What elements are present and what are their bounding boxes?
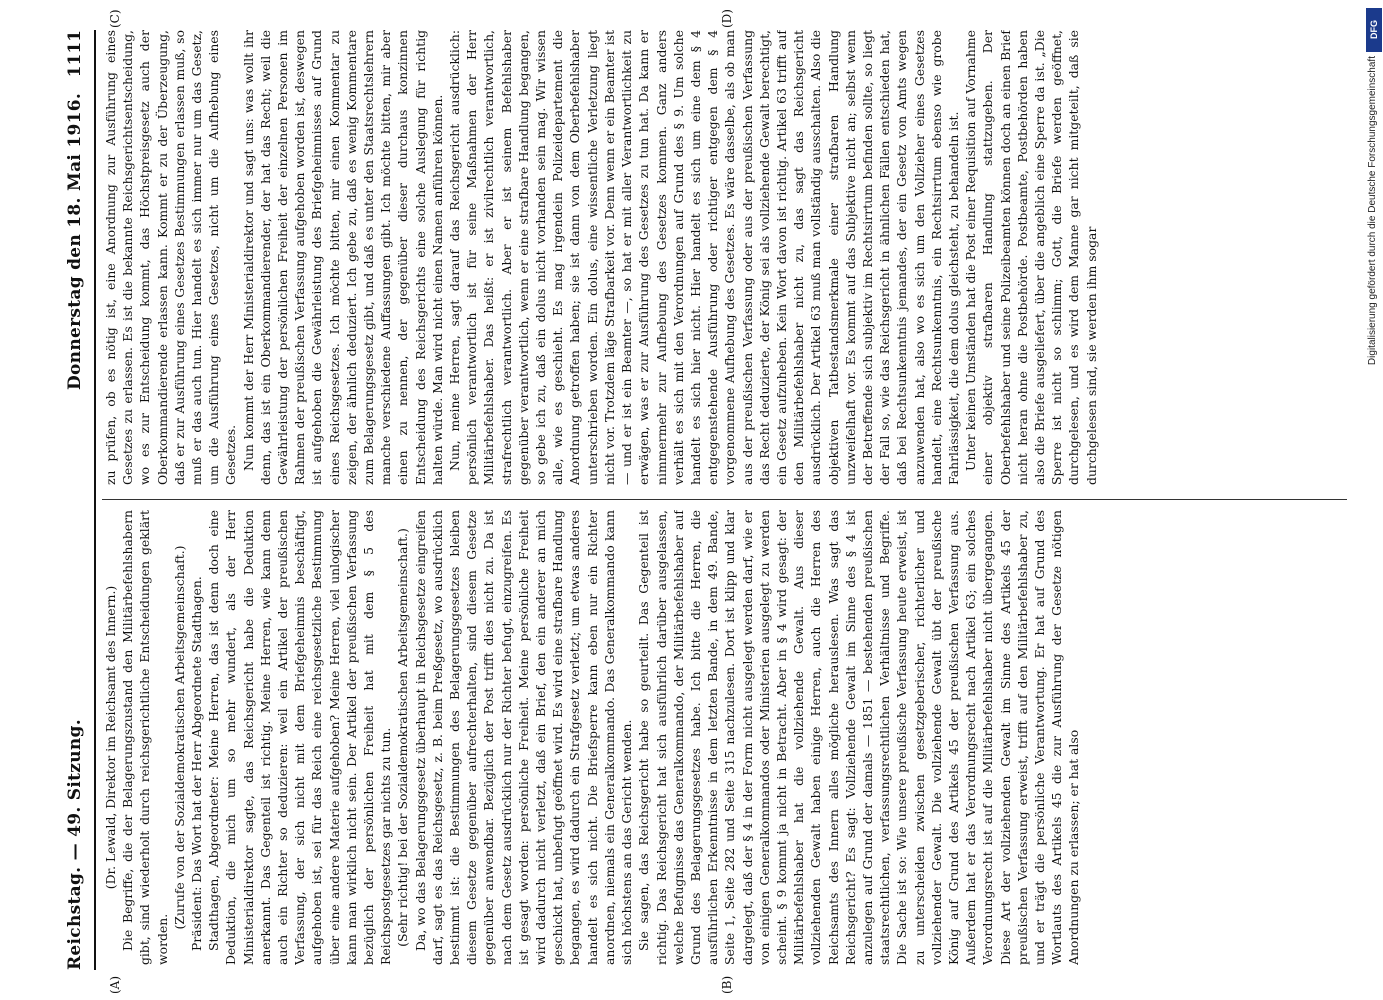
paragraph-stadthagen: Stadthagen, Abgeordneter: Meine Herren, das ist denn doch eine Deduktion, die mich um so mehr wundert, als der Herr Ministerialdirektor sagte, das Reichsgericht habe die Deduktion anerkannt. Das Gegenteil ist richtig. Meine Herren, wie kann denn auch ein Richter so deduzieren: weil ein Artikel der preußischen Verfassung, der sich nicht mit dem Briefgeheimnis beschäftigt, aufgehoben ist, sei für das Reich eine reichsgesetzliche Bestimmung über eine andere Materie aufgehoben? Meine Herren, viel unlogischer kann man wirklich nicht sein. Der Artikel der preußischen Verfassung bezüglich der persönlichen Freiheit hat mit dem § 5 des Reichspostgesetzes gar nichts zu tun.	[206, 510, 394, 965]
page-header-left	[58, 370, 92, 970]
paragraph: Nun, meine Herren, sagt darauf das Reichsgericht ausdrücklich: persönlich verantwortlich ist für seine Maßnahmen der Herr Militärbefehlshaber. Das heißt: er ist zivilrechtlich verantwortlich, strafrechtlich verantwortlich. Aber er ist seinem Befehlshaber gegenüber verantwortlich, wenn er eine strafbare Handlung begangen, so gebe ich zu, daß ein dolus nicht vorhanden sein mag. Wir wissen alle, wie es geschieht. Es mag irgendein Polizeidepartement die Anordnung getroffen haben; sie ist dann von dem Oberbefehlshaber unterschrieben worden. Ein dolus, eine wissentliche Verletzung liegt nicht vor. Trotzdem läge Strafbarkeit vor. Denn wenn er ein Beamter ist — und er ist ein Beamter —, so hat er mit aller Verantwortlichkeit zu erwägen, was er zur Ausführung des Gesetzes zu tun hat. Da kann er nimmermehr zur Aufhebung des Gesetzes kommen. Ganz anders verhält es sich mit den Verordnungen auf Grund des § 9. Um solche handelt es sich hier nicht. Hier handelt es sich um eine dem § 4 entgegenstehende Ausführung oder richtiger entgegen dem § 4 vorgenommene Aufhebung des Gesetzes. Es wäre dasselbe, als ob man aus der preußischen Verfassung oder aus der preußischen Verfassung das Recht deduzierte, der König sei als vollziehende Gewalt berechtigt, ein Gesetz aufzuheben. Kein Wort davon ist richtig. Artikel 63 trifft auf den Militärbefehlshaber nicht zu, das sagt das Reichsgericht ausdrücklich. Der Artikel 63 muß man vollständig ausschalten. Also die objektiven Tatbestandsmerkmale einer strafbaren Handlung unzweifelhaft vor. Es kommt auf das Subjektive nicht an; selbst wenn der Betreffende sich subjektiv im Rechtsirrtum befinden sollte, so liegt der Fall so, wie das Reichsgericht in ähnlichen Fällen entschieden hat, daß bei Rechtsunkenntnis jemandes, der ein Gesetz von Amts wegen anzuwenden hat, also wo es sich um den Vollzieher eines Gesetzes handelt, eine Rechtsunkenntnis, ein Rechtsirrtum ebenso wie grobe Fahrlässigkeit, die dem dolus gleichsteht, zu behandeln ist.	[447, 30, 961, 485]
credit-text: Digitalisierung gefördert durch die Deutsche Forschungsgemeinschaft	[1367, 56, 1378, 366]
margin-marker-c: (C)	[108, 9, 122, 28]
paragraph-president: Präsident: Das Wort hat der Herr Abgeordnete Stadthagen.	[189, 576, 205, 951]
margin-marker-d: (D)	[720, 9, 734, 28]
session-title: Reichstag. — 49. Sitzung.	[65, 719, 85, 970]
right-text-column	[102, 30, 1347, 485]
left-text-column	[102, 510, 1347, 965]
session-date: Donnerstag den 18. Mai 1916.	[65, 92, 85, 390]
interjection: (Zurufe von der Sozialdemokratischen Arbeitsgemeinschaft.)	[171, 545, 187, 930]
digitization-credit	[1365, 8, 1383, 998]
interjection: (Sehr richtig! bei der Sozialdemokratischen Arbeitsgemeinschaft.)	[395, 528, 411, 947]
paragraph: Die Begriffe, die der Belagerungszustand den Militärbefehlshabern gibt, sind wiederholt durch reichsgerichtliche Entscheidungen geklärt worden.	[120, 510, 170, 965]
paragraph: Sie sagen, das Reichsgericht habe so geurteilt. Das Gegenteil ist richtig. Das Reichsgericht hat sich ausführlich darüber ausgelassen, welche Befugnisse das Generalkommando, der Militärbefehlshaber auf Grund des Belagerungsgesetzes habe. Ich bitte die Herren, die ausführlichen Erkenntnisse in dem letzten Bande, in dem 49. Bande, Seite 1, Seite 282 und Seite 315 nachzulesen. Dort ist klipp und klar dargelegt, daß der § 4 in der Form nicht ausgelegt werden darf, wie er von einigen Generalkommandos oder Ministerien ausgelegt zu werden scheint. § 9 kommt ja nicht in Betracht. Aber in § 4 wird gesagt: der Militärbefehlshaber hat die vollziehende Gewalt. Aus dieser vollziehenden Gewalt haben einige Herren, auch die Herren des Reichsamts des Innern alles mögliche herauslesen. Was sagt das Reichsgericht? Es sagt: Vollziehende Gewalt im Sinne des § 4 ist anzulegen auf Grund der damals — 1851 — bestehenden preußischen staatsrechtlichen, verfassungsrechtlichen Verhältnisse und Begriffe. Die Sache ist so: Wie unsere preußische Verfassung heute erweist, ist zu unterscheiden zwischen gesetzgeberischer, richterlicher und vollziehender Gewalt. Die vollziehende Gewalt übt der preußische König auf Grund des Artikels 45 der preußischen Verfassung aus. Außerdem hat er das Verordnungsrecht nach Artikel 63; ein solches Verordnungsrecht ist auf die Militärbefehlshaber nicht übergegangen. Diese Art der vollziehenden Gewalt im Sinne des Artikels 45 der preußischen Verfassung erweist, trifft auf den Militärbefehlshaber zu, und er trägt die persönliche Verantwortung. Er hat auf Grund des Wortlauts des Artikels 45 die zur Ausführung der Gesetze nötigen Anordnungen zu erlassen; er hat also	[636, 510, 1082, 965]
page-number: 1111	[65, 30, 85, 78]
header-rule	[94, 30, 96, 970]
column-divider	[102, 499, 1347, 500]
page-header-right	[58, 30, 92, 390]
paragraph: Unter keinen Umständen hat die Post einer Requisition auf Vornahme einer objektiv strafbaren Handlung stattzugeben. Der Oberbefehlshaber und seine Polizeibeamten können doch an einen Brief nicht heran ohne die Postbehörde. Postbeamte, Postbehörden haben also die Briefe ausgeliefert, über die angeblich eine Sperre da ist. „Die Sperre ist nicht so schlimm; Gott, die Briefe werden geöffnet, durchgelesen, und es wird dem Manne gar nicht mitgeteilt, daß sie durchgelesen sind, sie werden ihm sogar	[963, 30, 1099, 485]
paragraph: Da, wo das Belagerungsgesetz überhaupt in Reichsgesetze eingreifen darf, sagt es das Reichsgesetz, z. B. beim Preßgesetz, wo ausdrücklich bestimmt ist: die Bestimmungen des Belagerungsgesetzes bleiben diesem Gesetze gegenüber aufrechterhalten, sind diesem Gesetze gegenüber anwendbar. Bezüglich der Post trifft dies nicht zu. Da ist nach dem Gesetz ausdrücklich nur der Richter befugt, einzugreifen. Es ist gesagt worden: persönliche Freiheit. Meine persönliche Freiheit wird dadurch nicht verletzt, daß ein Brief, den ein anderer an mich geschickt hat, unbefugt geöffnet wird. Es wird eine strafbare Handlung begangen, es wird dadurch ein Strafgesetz verletzt; um etwas anderes handelt es sich nicht. Die Briefsperre kann eben nur ein Richter anordnen, niemals ein Generalkommando. Das Generalkommando kann sich höchstens an das Gericht wenden.	[412, 510, 635, 965]
margin-marker-a: (A)	[108, 975, 122, 994]
dfg-logo: DFG	[1366, 8, 1382, 52]
paragraph: zu prüfen, ob es nötig ist, eine Anordnung zur Ausführung eines Gesetzes zu erlassen. Es ist die bekannte Reichsgerichtsentscheidung, wo es zur Entscheidung kommt, das Höchstpreisgesetz auch der Oberkommandierende erlassen kann. Kommt er zu der Überzeugung, daß er zur Ausführung eines Gesetzes Bestimmungen erlassen muß, so muß er das auch tun. Hier handelt es sich immer nur um das Gesetz, um die Ausführung eines Gesetzes, nicht um die Aufhebung eines Gesetzes.	[103, 30, 239, 485]
margin-marker-b: (B)	[720, 975, 734, 994]
paragraph: Nun kommt der Herr Ministerialdirektor und sagt uns: was wollt ihr denn, das ist ein Oberkommandierender, der hat das Recht; weil die Gewährleistung der persönlichen Freiheit der einzelnen Personen im Rahmen der preußischen Verfassung aufgehoben worden ist, deswegen ist aufgehoben die Gewährleistung des Briefgeheimnisses auf Grund eines Reichsgesetzes. Ich möchte bitten, mir einen Kommentar zu zeigen, der ähnlich deduziert. Ich gebe zu, daß es wenig Kommentare zum Belagerungsgesetz gibt, und daß es unter den Staatsrechtslehrern manche verschiedene Auffassungen gibt. Ich möchte bitten, mir aber einen zu nennen, der gegenüber dieser durchaus konzinnen Entscheidung des Reichsgerichts eine solche Auslegung für richtig halten würde. Man wird nicht einen Namen anführen können.	[240, 30, 445, 485]
speaker-note: (Dr. Lewald, Direktor im Reichsamt des Innern.)	[103, 585, 118, 890]
